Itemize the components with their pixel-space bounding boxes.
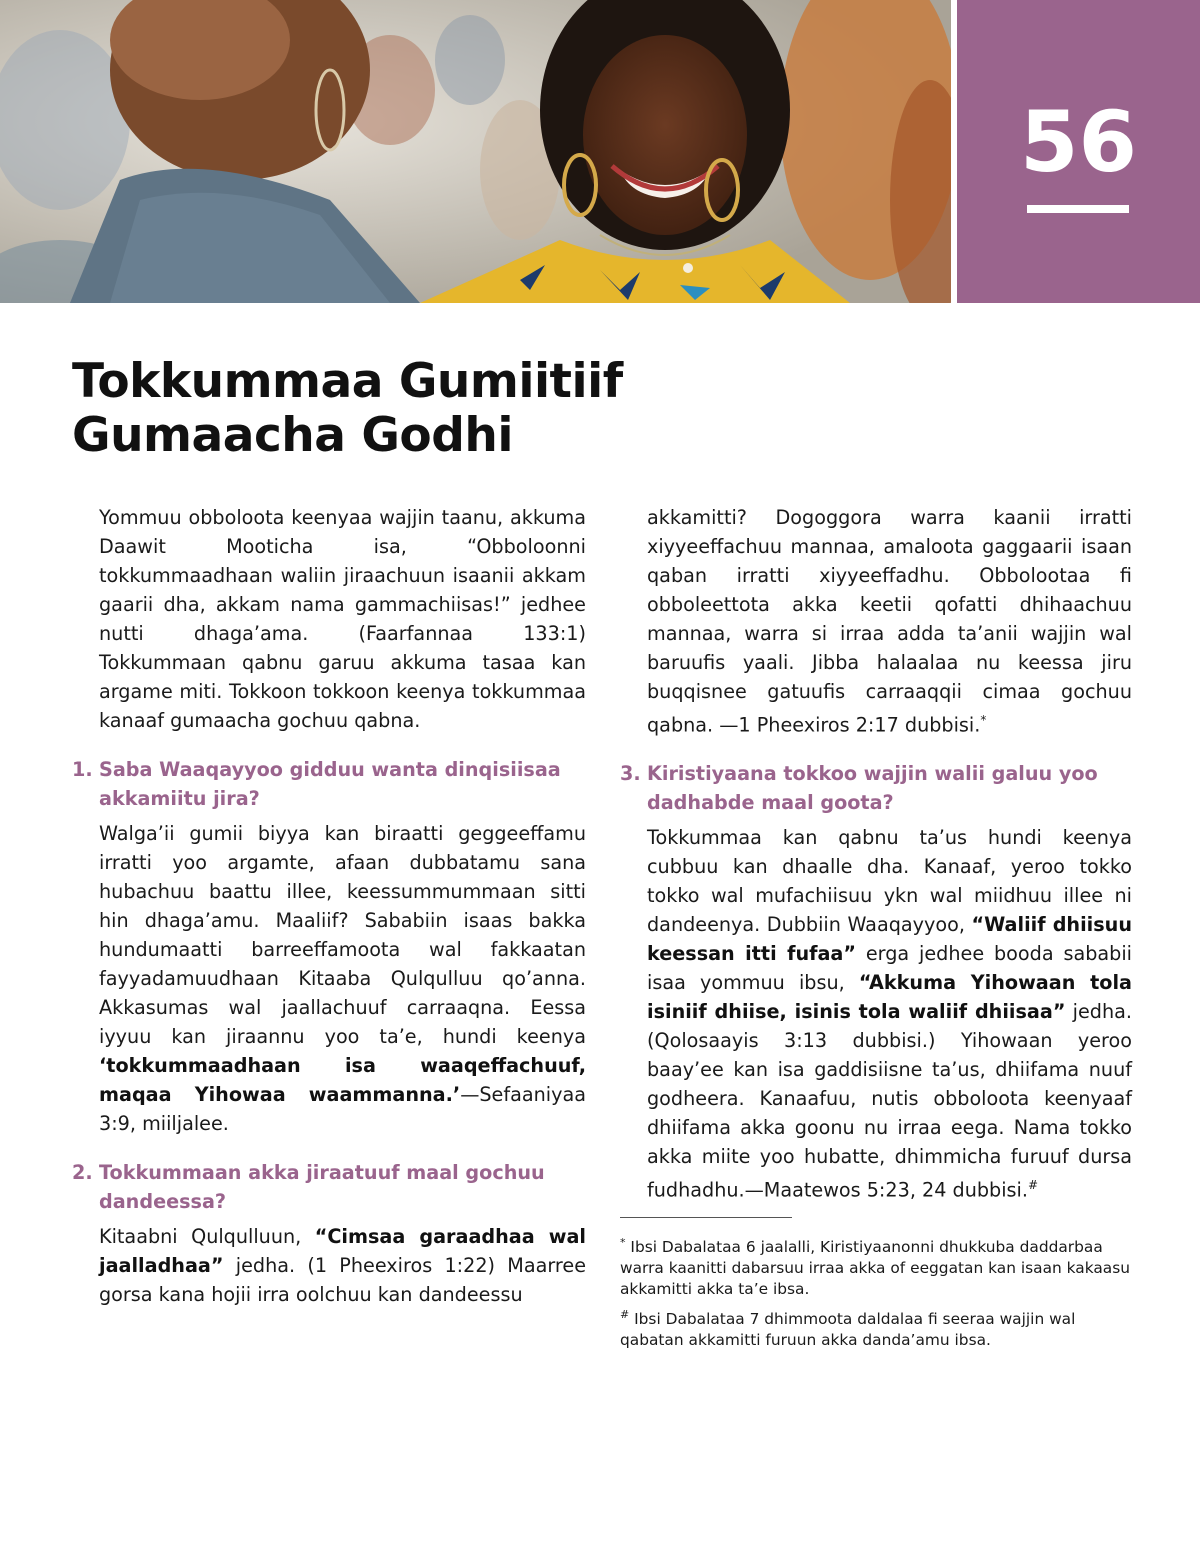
answer-2-text-b: jedha. (1 Pheexiros 1:22) Maarree gorsa kana hojii irra oolchuu kan dandeessu bbox=[99, 1254, 586, 1306]
question-3-number: 3. bbox=[620, 762, 641, 786]
footnote-ref-1[interactable]: * bbox=[980, 713, 987, 727]
answer-3-bold-quote-1: “Waliif dhiisuu keessan itti fufaa” bbox=[647, 913, 1132, 966]
question-3-text: Kiristiyaana tokkoo wajjin walii galuu yoo dadhabde maal goota? bbox=[647, 762, 1098, 815]
hero-illustration bbox=[0, 0, 951, 303]
question-1 bbox=[72, 755, 586, 813]
answer-1-text-b: —Sefaaniyaa 3:9, miiljalee. bbox=[99, 1083, 586, 1135]
left-column bbox=[72, 503, 586, 1309]
footnote-2-mark: # bbox=[620, 1307, 630, 1321]
footnote-2-text: Ibsi Dabalataa 7 dhimmoota daldalaa fi seeraa wajjin wal qabatan akkamitti furuun akka danda’amu ibsa. bbox=[620, 1310, 1076, 1350]
hero-photo bbox=[0, 0, 951, 303]
footnote-1-text: Ibsi Dabalataa 6 jaalalli, Kiristiyaanonni dhukkuba daddarbaa warra kaanitti dabarsuu irraa akka of eeggatan kan isaan kakaasu akkamitti akka ta’e ibsa. bbox=[620, 1237, 1130, 1298]
right-column bbox=[620, 503, 1132, 1355]
answer-2-text-a: Kitaabni Qulqulluun, bbox=[99, 1225, 315, 1248]
answer-2-bold-quote: “Cimsaa garaadhaa wal jaalladhaa” bbox=[99, 1225, 586, 1277]
answer-2-paragraph bbox=[72, 1222, 586, 1309]
answer-3-bold-quote-2: “Akkuma Yihowaan tola isiniif dhiise, isinis tola waliif dhiisaa” bbox=[647, 971, 1132, 1024]
footnote-1-mark: * bbox=[620, 1235, 626, 1249]
page-title-line2: Gumaacha Godhi bbox=[72, 408, 513, 463]
question-1-text: Saba Waaqayyoo gidduu wanta dinqisiisaa akkamiitu jira? bbox=[99, 758, 561, 810]
answer-2-text-b-continued: akkamitti? Dogoggora warra kaanii irratti xiyyeeffachuu mannaa, amaloota gaggaarii isaan qaban irratti xiyyeeffadhu. Obbolootaa fi obboleettota akka keetii qofatti dhihaachuu mannaa, warra si irraa adda ta’anii wajjin wal baruufis yaali. Jibba halaalaa nu keessa jiru buqqisnee gatuufis carraaqqii cimaa gochuu qabna. —1 Pheexiros 2:17 dubbisi. bbox=[647, 506, 1132, 737]
page-title bbox=[72, 355, 623, 463]
lesson-number-underline bbox=[1027, 205, 1129, 213]
footnote-ref-2[interactable]: # bbox=[1028, 1178, 1039, 1193]
question-2 bbox=[72, 1158, 586, 1216]
footnote-2 bbox=[620, 1304, 1132, 1351]
footnote-1 bbox=[620, 1232, 1132, 1300]
answer-3-paragraph bbox=[620, 823, 1132, 1204]
answer-3-text-b: erga jedhee booda sababii isaa yommuu ibsu, bbox=[647, 942, 1132, 995]
answer-1-bold-quote: ‘tokkummaadhaan isa waaqeffachuuf, maqaa Yihowaa waammanna.’ bbox=[99, 1054, 586, 1106]
intro-paragraph: Yommuu obboloota keenyaa wajjin taanu, akkuma Daawit Mooticha isa, “Obboloonni tokkummaadhaan waliin jiraachuun isaanii akkam gaarii dha, akkam nama gammachiisas!” jedhee nutti dhaga’ama. (Faarfannaa 133:1) Tokkummaan qabnu garuu akkuma tasaa kan argame miti. Tokkoon tokkoon keenya tokkummaa kanaaf gumaacha gochuu qabna. bbox=[99, 506, 586, 732]
question-3 bbox=[620, 759, 1132, 817]
answer-3-text-a: Tokkummaa kan qabnu ta’us hundi keenya cubbuu kan dhaalle dha. Kanaaf, yeroo tokko tokko wal mufachiisuu ykn wal miidhuu illee ni dandeenya. Dubbiin Waaqayyoo, bbox=[647, 826, 1132, 937]
lesson-number: 56 bbox=[1020, 93, 1137, 191]
answer-1-text-a: Walga’ii gumii biyya kan biraatti geggeeffamu irratti yoo argamte, afaan dubbatamu sana hubachuu baattu illee, keessummummaan sitti hin dhaga’amu. Maaliif? Sababiin isaas bakka hundumaatti barreeffamoota wal fakkaatan fayyadamuudhaan Kitaaba Qulqulluu qo’anna. Akkasumas wal jaallachuuf carraaqna. Eessa iyyuu kan jiraannu yoo ta’e, hundi keenya bbox=[99, 822, 586, 1048]
question-2-number: 2. bbox=[72, 1161, 93, 1184]
footnote-separator bbox=[620, 1217, 792, 1218]
lesson-number-badge bbox=[957, 0, 1200, 303]
answer-2-paragraph-continued bbox=[620, 503, 1132, 739]
answer-1-paragraph bbox=[72, 819, 586, 1138]
answer-3-text-c: jedha. (Qolosaayis 3:13 dubbisi.) Yihowaan yeroo baay’ee kan isa gaddisiisne ta’us, dhiifama nuuf godheera. Kanaafuu, nutis obboloota keenyaaf dhiifama akka goonu nu irraa eega. Nama tokko akka miite yoo hubatte, dhimmicha furuuf dursa fudhadhu.—Maatewos 5:23, 24 dubbisi. bbox=[647, 1000, 1133, 1202]
question-1-number: 1. bbox=[72, 758, 93, 781]
question-2-text: Tokkummaan akka jiraatuuf maal gochuu dandeessa? bbox=[99, 1161, 545, 1213]
page-title-line1: Tokkummaa Gumiitiif bbox=[72, 354, 623, 409]
